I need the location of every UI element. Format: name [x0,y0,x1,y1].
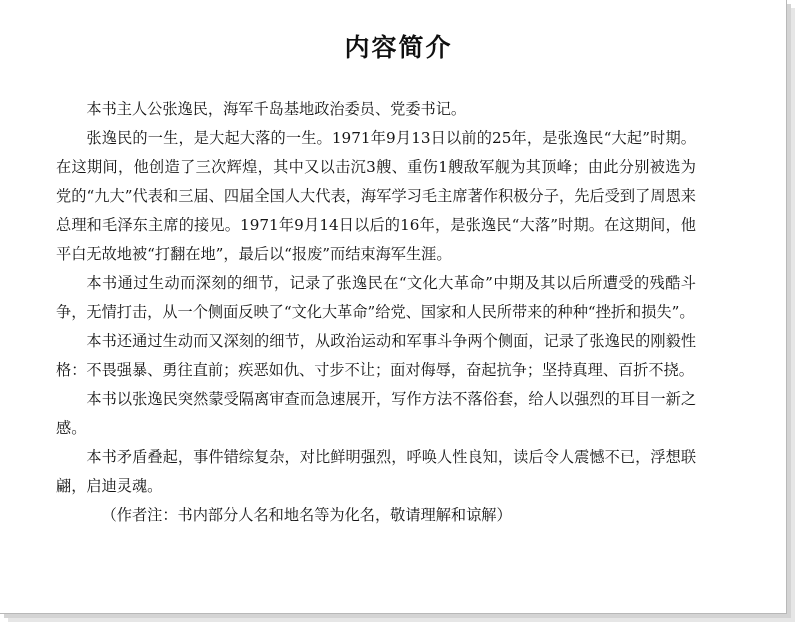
paragraph-writing-style: 本书以张逸民突然蒙受隔离审查而急速展开，写作方法不落俗套，给人以强烈的耳目一新之感。 [56,390,696,437]
paragraph-protagonist: 本书主人公张逸民，海军千岛基地政治委员、党委书记。 [86,100,467,118]
synopsis-body [56,95,696,530]
paragraph-cultural-revolution: 本书通过生动而深刻的细节，记录了张逸民在“文化大革命”中期及其以后所遭受的残酷斗争，无情打击，从一个侧面反映了“文化大革命”给党、国家和人民所带来的种种“挫折和损失”。 [56,274,696,321]
paragraph-life-story: 张逸民的一生，是大起大落的一生。1971年9月13日以前的25年，是张逸民“大起”时期。在这期间，他创造了三次辉煌，其中又以击沉3艘、重伤1艘敌军舰为其顶峰；由此分别被选为党的“九大”代表和三届、四届全国人大代表，海军学习毛主席著作积极分子，先后受到了周恩来总理和毛泽东主席的接见。1971年9月14日以后的16年，是张逸民“大落”时期。在这期间，他平白无故地被“打翻在地”，最后以“报废”而结束海军生涯。 [56,129,696,263]
paragraph-character: 本书还通过生动而又深刻的细节，从政治运动和军事斗争两个侧面，记录了张逸民的刚毅性格：不畏强暴、勇往直前；疾恶如仇、寸步不让；面对侮辱，奋起抗争；坚持真理、百折不挠。 [56,332,696,379]
author-note: （作者注：书内部分人名和地名等为化名，敬请理解和谅解） [101,506,512,524]
paragraph-conflicts: 本书矛盾叠起，事件错综复杂，对比鲜明强烈，呼唤人性良知，读后令人震憾不已，浮想联翩，启迪灵魂。 [56,448,696,495]
page-title: 内容简介 [344,33,453,62]
